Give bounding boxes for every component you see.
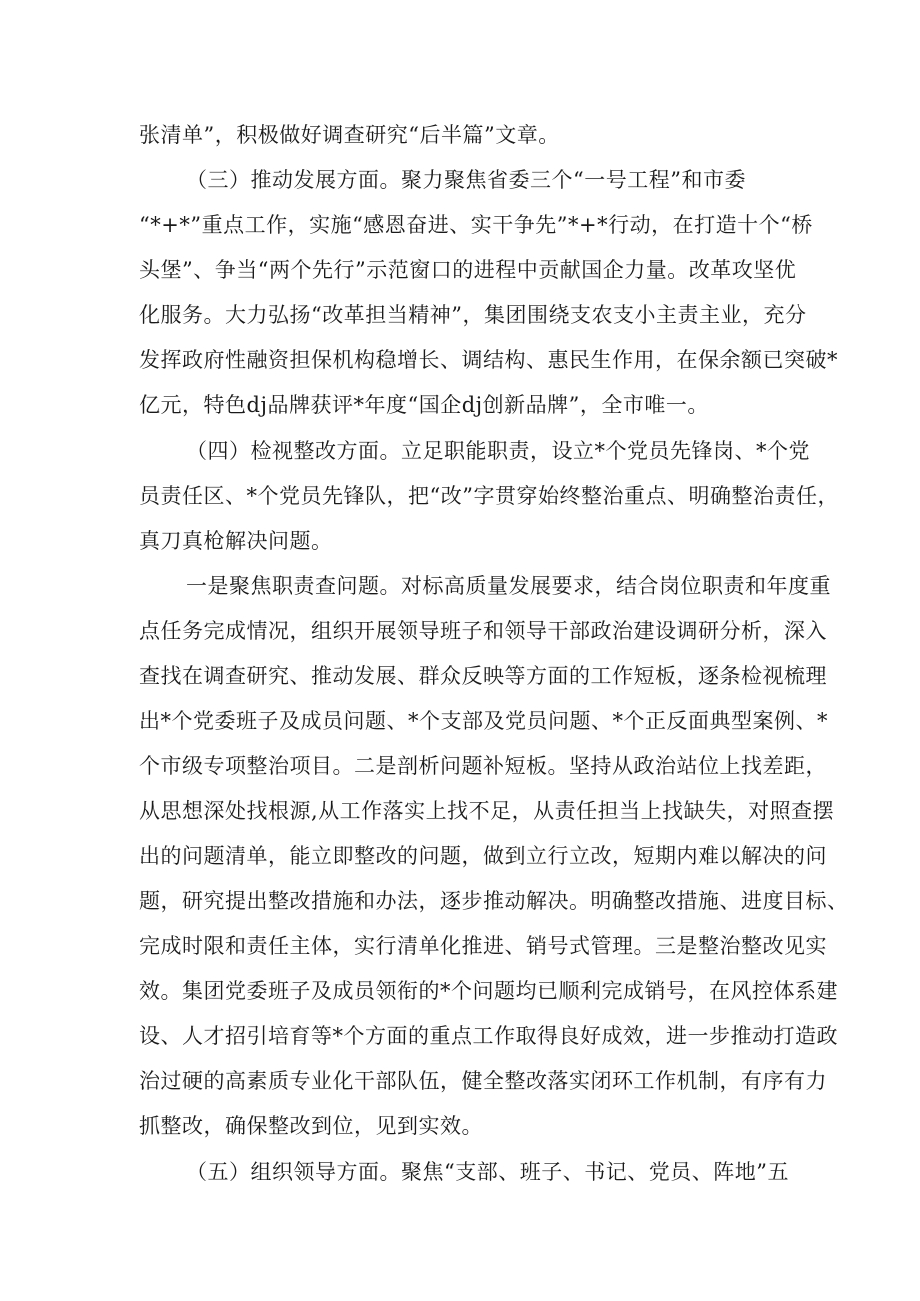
text-line-15: 个市级专项整治项目。二是剖析问题补短板。坚持从政治站位上找差距， xyxy=(139,754,827,778)
text-line-17: 出的问题清单，能立即整改的问题，做到立行立改，短期内难以解决的问 xyxy=(139,844,827,868)
text-line-22: 治过硬的高素质专业化干部队伍，健全整改落实闭环工作机制，有序有力 xyxy=(139,1069,827,1093)
paragraph-start-line: 一是聚焦职责查问题。对标高质量发展要求，结合岗位职责和年度重 xyxy=(186,574,831,598)
text-line-5: 化服务。大力弘扬“改革担当精神”，集团围绕支农支小主责主业，充分 xyxy=(139,303,807,327)
section-3-heading-line: （三）推动发展方面。聚力聚焦省委三个“一号工程”和市委 xyxy=(186,168,746,192)
text-line-20: 效。集团党委班子及成员领衔的*个问题均已顺利完成销号，在风控体系建 xyxy=(139,979,838,1003)
text-line-9: 员责任区、*个党员先锋队，把“改”字贯穿始终整治重点、明确整治责任， xyxy=(139,484,839,508)
text-line-23: 抓整改，确保整改到位，见到实效。 xyxy=(139,1114,483,1138)
text-line-21: 设、人才招引培育等*个方面的重点工作取得良好成效，进一步推动打造政 xyxy=(139,1024,838,1048)
text-line-4: 头堡”、争当“两个先行”示范窗口的进程中贡献国企力量。改革攻坚优 xyxy=(139,258,797,282)
text-line-10: 真刀真枪解决问题。 xyxy=(139,529,333,553)
text-line-6: 发挥政府性融资担保机构稳增长、调结构、惠民生作用，在保余额已突破* xyxy=(139,348,838,372)
text-line-18: 题，研究提出整改措施和办法，逐步推动解决。明确整改措施、进度目标、 xyxy=(139,889,849,913)
text-line-19: 完成时限和责任主体，实行清单化推进、销号式管理。三是整治整改见实 xyxy=(139,934,827,958)
text-line-12: 点任务完成情况，组织开展领导班子和领导干部政治建设调研分析，深入 xyxy=(139,619,827,643)
section-5-heading-line: （五）组织领导方面。聚焦“支部、班子、书记、党员、阵地”五 xyxy=(186,1160,789,1184)
text-line-3: “*+*”重点工作，实施“感恩奋进、实干争先”*+*行动，在打造十个“桥 xyxy=(139,213,813,237)
text-line-13: 查找在调查研究、推动发展、群众反映等方面的工作短板，逐条检视梳理 xyxy=(139,664,827,688)
text-line-14: 出*个党委班子及成员问题、*个支部及党员问题、*个正反面典型案例、* xyxy=(139,709,828,733)
text-line-1: 张清单”，积极做好调查研究“后半篇”文章。 xyxy=(139,123,560,147)
section-4-heading-line: （四）检视整改方面。立足职能职责，设立*个党员先锋岗、*个党 xyxy=(186,439,810,463)
text-line-16: 从思想深处找根源,从工作落实上找不足，从责任担当上找缺失，对照查摆 xyxy=(139,799,835,823)
text-line-7: 亿元，特色dj品牌获评*年度“国企dj创新品牌”，全市唯一。 xyxy=(139,393,709,417)
